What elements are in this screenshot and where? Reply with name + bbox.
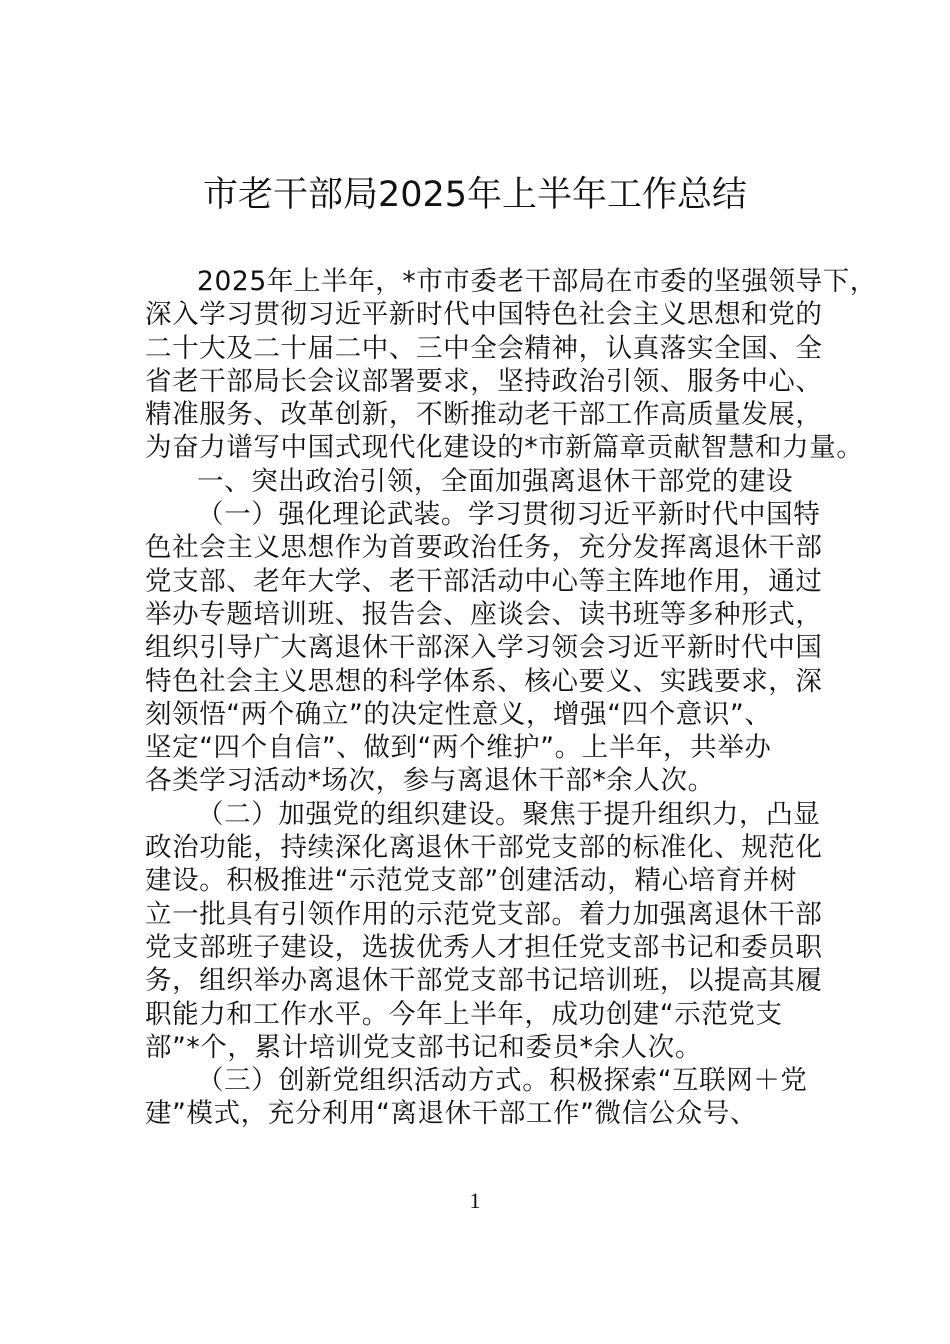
text-line: 一、突出政治引领，全面加强离退休干部党的建设 xyxy=(197,465,794,497)
text-line: 立一批具有引领作用的示范党支部。着力加强离退休干部 xyxy=(145,898,823,930)
page-number: 1 xyxy=(469,1188,481,1213)
text-line: 部”*个，累计培训党支部书记和委员*余人次。 xyxy=(145,1031,702,1063)
text-line: 深入学习贯彻习近平新时代中国特色社会主义思想和党的 xyxy=(145,299,823,331)
document-body xyxy=(145,265,877,1131)
text-line: 精准服务、改革创新，不断推动老干部工作高质量发展， xyxy=(145,399,823,431)
text-line: 二十大及二十届二中、三中全会精神，认真落实全国、全 xyxy=(145,332,823,364)
text-line: 色社会主义思想作为首要政治任务，充分发挥离退休干部 xyxy=(145,532,823,564)
text-line: 务，组织举办离退休干部党支部书记培训班，以提高其履 xyxy=(145,965,823,997)
text-line: 2025年上半年，*市市委老干部局在市委的坚强领导下， xyxy=(197,266,877,297)
paragraph xyxy=(145,1064,815,1131)
paragraph xyxy=(145,798,823,1064)
text-line: 职能力和工作水平。今年上半年，成功创建“示范党支 xyxy=(145,998,783,1030)
text-line: 建设。积极推进“示范党支部”创建活动，精心培育并树 xyxy=(145,865,797,897)
text-line: 党支部、老年大学、老干部活动中心等主阵地作用，通过 xyxy=(145,565,823,597)
text-line: 为奋力谱写中国式现代化建设的*市新篇章贡献智慧和力量。 xyxy=(145,432,864,464)
text-line: 刻领悟“两个确立”的决定性意义，增强“四个意识”、 xyxy=(145,698,772,730)
text-line: 省老干部局长会议部署要求，坚持政治引领、服务中心、 xyxy=(145,365,823,397)
paragraph xyxy=(145,265,877,465)
text-line: 特色社会主义思想的科学体系、核心要义、实践要求，深 xyxy=(145,665,823,697)
text-line: 政治功能，持续深化离退休干部党支部的标准化、规范化 xyxy=(145,832,823,864)
document-title: 市老干部局2025年上半年工作总结 xyxy=(202,175,748,215)
text-line: （一）强化理论武装。学习贯彻习近平新时代中国特 xyxy=(197,499,821,531)
text-line: （三）创新党组织活动方式。积极探索“互联网＋党 xyxy=(197,1065,808,1097)
text-line: （二）加强党的组织建设。聚焦于提升组织力，凸显 xyxy=(197,798,821,830)
text-line: 坚定“四个自信”、做到“两个维护”。上半年，共举办 xyxy=(145,732,772,764)
text-line: 举办专题培训班、报告会、座谈会、读书班等多种形式， xyxy=(145,598,823,630)
section-heading xyxy=(145,465,815,498)
text-line: 党支部班子建设，选拔优秀人才担任党支部书记和委员职 xyxy=(145,931,823,963)
text-line: 建”模式，充分利用“离退休干部工作”微信公众号、 xyxy=(145,1098,758,1130)
text-line: 各类学习活动*场次，参与离退休干部*余人次。 xyxy=(145,765,715,797)
text-line: 组织引导广大离退休干部深入学习领会习近平新时代中国 xyxy=(145,632,823,664)
paragraph xyxy=(145,498,823,798)
